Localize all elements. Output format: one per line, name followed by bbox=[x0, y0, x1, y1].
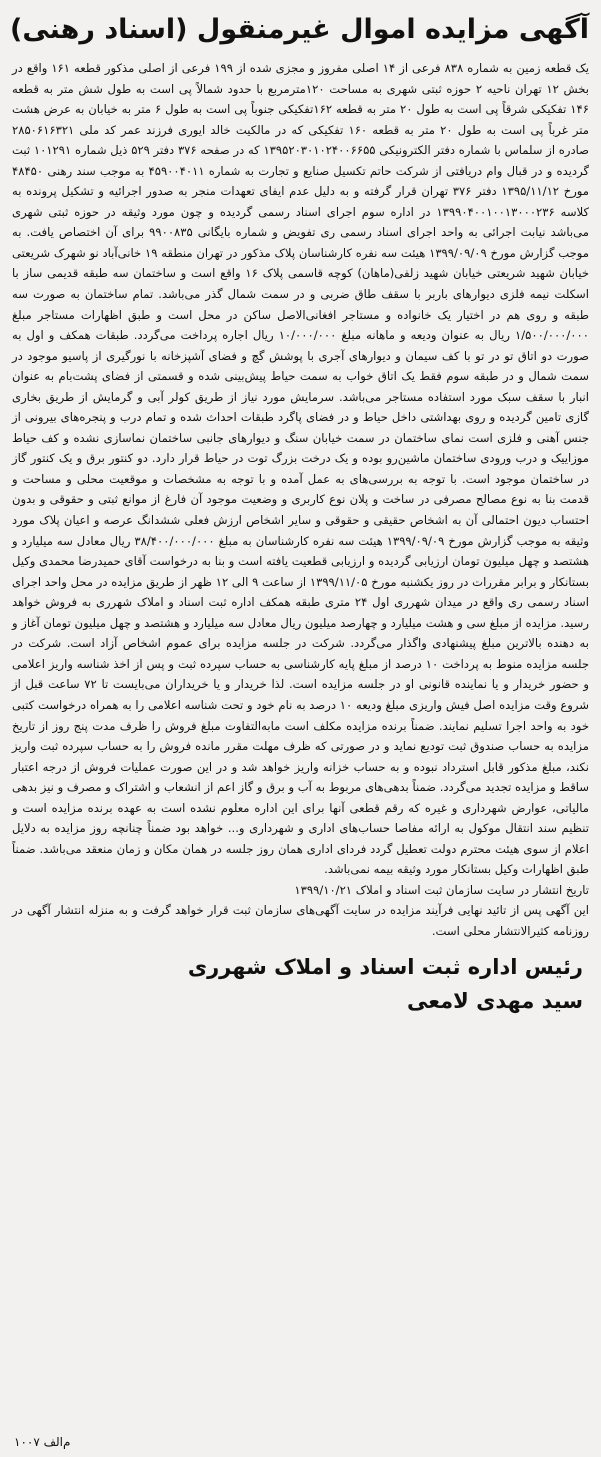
notice-publish-date: تاریخ انتشار در سایت سازمان ثبت اسناد و املاک ۱۳۹۹/۱۰/۲۱ bbox=[294, 882, 589, 897]
notice-title: آگهی مزایده اموال غیرمنقول (اسناد رهنی) bbox=[9, 14, 589, 45]
signature-name: سید مهدی لامعی bbox=[407, 988, 583, 1013]
notice-body bbox=[12, 58, 589, 942]
signature-block bbox=[12, 950, 589, 1018]
signature-title: رئیس اداره ثبت اسناد و املاک شهرری bbox=[187, 954, 583, 979]
notice-final-paragraph: این آگهی پس از تائید نهایی فرآیند مزایده در سایت آگهی‌های سازمان ثبت قرار خواهد گرفت و به منزله انتشار آگهی در روزنامه کثیرالانتشار محلی است. bbox=[12, 903, 589, 938]
notice-paragraph-main: یک قطعه زمین به شماره ۸۳۸ فرعی از ۱۴ اصلی مفروز و مجزی شده از ۱۹۹ فرعی از اصلی مذکور قطعه ۱۶۱ واقع در بخش ۱۲ تهران ناحیه ۲ حوزه ثبتی شهری به مساحت ۱۲۰مترمربع با حدود شمالاً پی است به طول شش متر به قطعه ۱۴۶ تفکیکی شرقاً پی است به طول ۲۰ متر به قطعه ۱۶۲تفکیکی جنوباً پی است به طول ۶ متر به خیابان به عرض هشت متر غرباً پی است به طول ۲۰ متر به قطعه ۱۶۰ تفکیکی که در مالکیت خالد ایوری فرزند عمر کد ملی ۲۸۵۰۶۱۶۳۲۱ صادره از سلماس با شماره دفتر الکترونیکی ۱۳۹۵۲۰۳۰۱۰۲۴۰۰۶۶۵۵ که در صفحه ۳۷۶ دفتر ۵۲۹ ذیل شماره ۱۰۱۲۹۱ ثبت گردیده و در قبال وام دریافتی از شرکت حاتم تکسیل صنایع و تجارت به شماره ۴۵۹۰۰۴۰۱۱ به موجب سند رهنی ۴۸۴۵۰ مورخ ۱۳۹۵/۱۱/۱۲ دفتر ۳۷۶ تهران قرار گرفته و به دلیل عدم ایفای تعهدات منجر به صدور اجرائیه و تشکیل پرونده به کلاسه ۱۳۹۹۰۴۰۰۱۰۰۱۳۰۰۰۲۳۶ در اداره سوم اجرای اسناد رسمی گردیده و چون مورد وثیقه در حوزه ثبتی شهری می‌باشد نیابت اجرائی به واحد اجرای اسناد رسمی ری تفویض و شماره بایگانی ۹۹۰۰۸۳۵ برای آن اختصاص یافت. به موجب گزارش مورخ ۱۳۹۹/۰۹/۰۹ هیئت سه نفره کارشناسان پلاک مذکور در تهران منطقه ۱۹ خانی‌آباد نو شهرک شریعتی خیابان شهید شریعتی خیابان شهید زلفی(ماهان) کوچه قاسمی پلاک ۱۶ واقع است و ساختمان سه طبقه قدیمی ساز با اسکلت نیمه فلزی دیوارهای باربر با سقف طاق ضربی و در سمت شمال گذر می‌باشد. تمام ساختمان به صورت سه طبقه و روی هم در اختیار یک خانواده و مستاجر افغانی‌الاصل ساکن در محل است و طبق اظهارات مستاجر مبلغ ۱/۵۰۰/۰۰۰/۰۰۰ ریال به عنوان ودیعه و ماهانه مبلغ ۱۰/۰۰۰/۰۰۰ ریال اجاره پرداخت می‌گردد. طبقات همکف و اول به صورت دو اتاق تو در تو با کف سیمان و دیوارهای آجری با پوشش گچ و فضای آشپزخانه با نورگیری از پاسیو موجود در سمت شمال و در طبقه سوم فقط یک اتاق خواب به سمت حیاط پیش‌بینی شده و قسمتی از فضای پشت‌بام به عنوان انبار با سقف سبک مورد استفاده مستاجر می‌باشد. سرمایش مورد نیاز از طریق کولر آبی و گرمایش از طریق بخاری گازی تامین گردیده و روی بهداشتی داخل حیاط و در فضای پاگرد طبقات احداث شده و تمام درب و پنجره‌های بیرونی از جنس آهنی و فلزی است نمای ساختمان در سمت خیابان سنگ و دیوارهای جانبی ساختمان نماسازی نشده و کف حیاط موزاییک و درب ورودی ساختمان ماشین‌رو بوده و یک درخت بزرگ توت در حیاط قرار دارد. دو کنتور برق و یک کنتور گاز در ساختمان موجود است. با توجه به بررسی‌های به عمل آمده و با توجه به مشخصات و موقعیت محلی و مساحت و قدمت بنا به نوع مصالح مصرفی در ساخت و پلان نوع کاربری و وضعیت موجود آن فارغ از موانع ثبتی و حقوقی و بدون احتساب دیون احتمالی آن به اشخاص حقیقی و حقوقی و سایر اشخاص ارزش فعلی ششدانگ عرصه و اعیان پلاک مورد وثیقه به موجب گزارش مورخ ۱۳۹۹/۰۹/۰۹ هیئت سه نفره کارشناسان به مبلغ ۳۸/۴۰۰/۰۰۰/۰۰۰ ریال معادل سه میلیارد و هشتصد و چهل میلیون تومان ارزیابی گردیده و ارزیابی قطعیت یافته است و بنا به درخواست آقای حمیدرضا محمدی وکیل بستانکار و برابر مقررات در روز یکشنبه مورخ ۱۳۹۹/۱۱/۰۵ از ساعت ۹ الی ۱۲ ظهر از طریق مزایده در محل واحد اجرای اسناد رسمی ری واقع در میدان شهرری اول ۲۴ متری طبقه همکف اداره ثبت اسناد و املاک شهرری به فروش خواهد رسید. مزایده از مبلغ سی و هشت میلیارد و چهارصد میلیون ریال معادل سه میلیارد و هشتصد و چهل میلیون تومان آغاز و به دهنده بالاترین مبلغ پیشنهادی واگذار می‌گردد. شرکت در جلسه مزایده برای عموم اشخاص آزاد است. شرکت در جلسه مزایده منوط به پرداخت ۱۰ درصد از مبلغ پایه کارشناسی به حساب سپرده ثبت و پس از اخذ شناسه واریز اعلامی و حضور خریدار و یا نماینده قانونی او در جلسه مزایده است. لذا خریدار و یا خریداران می‌بایست تا ۷۲ ساعت قبل از شروع وقت مزایده اصل فیش واریزی مبلغ ودیعه ۱۰ درصد به نام خود و تحت شناسه اعلامی را به همراه درخواست کتبی خود به واحد اجرا تسلیم نمایند. ضمناً برنده مزایده مکلف است مابه‌التفاوت مبلغ فروش را ظرف مدت پنج روز از تاریخ مزایده به حساب صندوق ثبت تودیع نماید و در صورتی که ظرف مهلت مقرر مانده فروش را به حساب سپرده ثبت واریز نکند، مبلغ مذکور قابل استرداد نبوده و به حساب خزانه واریز خواهد شد و در این صورت عملیات فروش از درجه اعتبار ساقط و مزایده تجدید می‌گردد. ضمناً بدهی‌های مربوط به آب و برق و گاز اعم از انشعاب و اشتراک و مصرف و نیز بدهی مالیاتی، عوارض شهرداری و غیره که رقم قطعی آنها برای این اداره معلوم نشده است به عهده برنده مزایده است و تنظیم سند انتقال موکول به ارائه مفاصا حساب‌های اداری و شهرداری و... خواهد بود ضمناً چنانچه روز مزایده به دلایل اعلام از سوی هیئت محترم دولت تعطیل گردد فردای اداری همان روز جلسه در همان مکان و زمان منعقد می‌باشد. ضمناً طبق اظهارات وکیل بستانکار مورد وثیقه بیمه نمی‌باشد. bbox=[12, 61, 590, 877]
reference-number: م‌الف ۱۰۰۷ bbox=[14, 1435, 71, 1449]
